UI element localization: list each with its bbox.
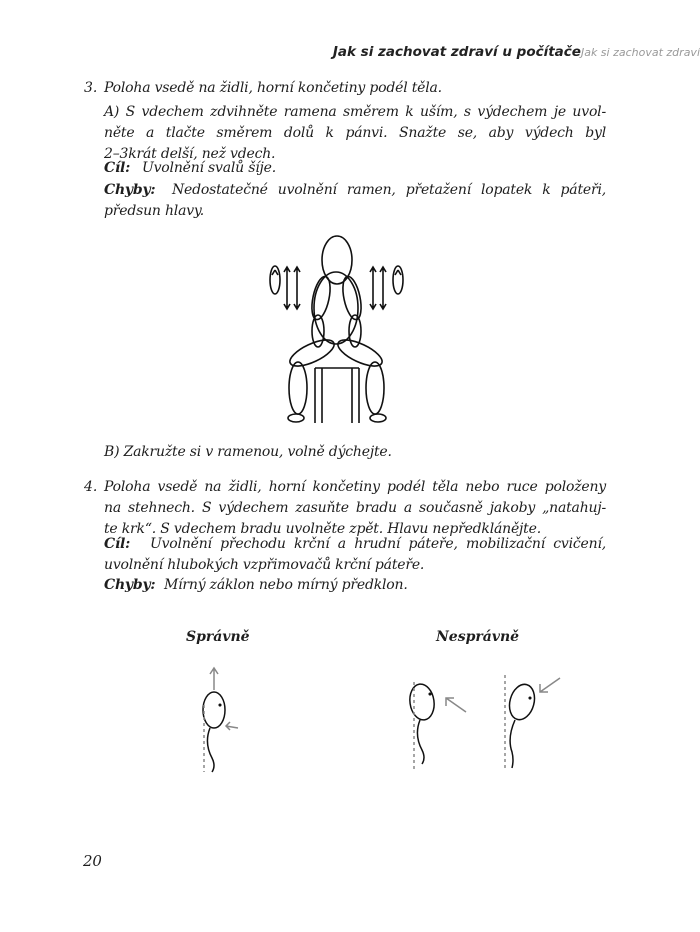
correct-label: Správně: [186, 629, 250, 645]
text-line: něte a tlačte směrem dolů k pánvi. Snažte se, aby výdech byl: [104, 125, 606, 141]
item-number: 4.: [84, 479, 98, 495]
incorrect-label: Nesprávně: [436, 629, 520, 645]
text-line: 2–3krát delší, než vdech.: [104, 146, 276, 162]
item-title: Poloha vsedě na židli, horní končetiny podél těla nebo ruce položeny: [104, 479, 606, 495]
errors-text: Mírný záklon nebo mírný předklon.: [164, 577, 408, 593]
incorrect-posture-illustration: [400, 670, 580, 775]
errors-text: Nedostatečné uvolnění ramen, přetažení lopatek k páteři,: [172, 182, 606, 198]
page-number: 20: [83, 852, 102, 870]
text-line: te krk“. S vdechem bradu uvolněte zpět. Hlavu nepředklánějte.: [104, 521, 541, 537]
text-line: B) Zakružte si v ramenou, volně dýchejte.: [104, 444, 392, 460]
seated-figure-illustration: [260, 228, 420, 428]
header-title: Jak si zachovat zdraví u počítače: [332, 44, 581, 60]
errors-label: Chyby:: [104, 577, 156, 593]
header-ghost-text: Jak si zachovat zdraví: [580, 46, 700, 59]
goal-text: Uvolnění přechodu krční a hrudní páteře, mobilizační cvičení,: [150, 536, 606, 552]
item-title: Poloha vsedě na židli, horní končetiny podél těla.: [104, 80, 442, 96]
goal-label: Cíl:: [104, 536, 131, 552]
text-line: na stehnech. S výdechem zasuňte bradu a současně jakoby „natahuj-: [104, 500, 606, 516]
errors-text: předsun hlavy.: [104, 203, 205, 219]
item-number: 3.: [84, 80, 98, 96]
correct-posture-illustration: [190, 660, 250, 775]
errors-label: Chyby:: [104, 182, 156, 198]
text-line: A) S vdechem zdvihněte ramena směrem k uším, s výdechem je uvol-: [104, 104, 606, 120]
goal-text: uvolnění hlubokých vzpřimovačů krční páteře.: [104, 557, 425, 573]
goal-label: Cíl:: [104, 160, 131, 176]
goal-text: Uvolnění svalů šíje.: [142, 160, 276, 176]
running-header: [333, 44, 700, 60]
